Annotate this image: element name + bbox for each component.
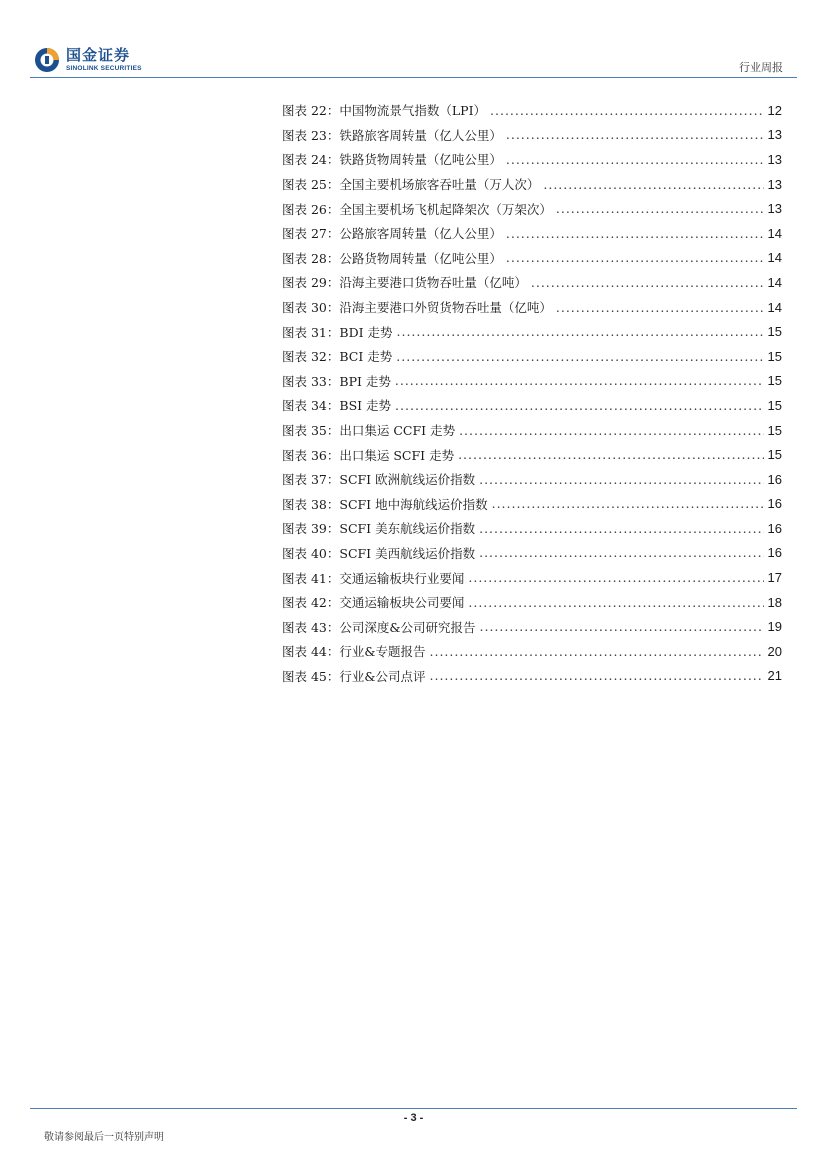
- toc-entry[interactable]: [282, 172, 782, 197]
- toc-entry-page: 15: [767, 447, 782, 463]
- page-header: [0, 0, 827, 80]
- toc-entry-label: 图表 36：出口集运 SCFI 走势: [282, 447, 455, 463]
- toc-dot-leader: [479, 472, 763, 487]
- toc-entry-label: 图表 22：中国物流景气指数（LPI）: [282, 103, 487, 119]
- logo-chinese-name: 国金证券: [66, 45, 131, 64]
- toc-entry-page: 16: [767, 520, 782, 536]
- page-number: - 3 -: [403, 1112, 424, 1124]
- toc-entry-page: 12: [767, 102, 782, 118]
- toc-dot-leader: [430, 644, 764, 659]
- toc-entry-page: 19: [767, 619, 782, 635]
- toc-entry-label: 图表 29：沿海主要港口货物吞吐量（亿吨）: [282, 275, 527, 291]
- toc-entry[interactable]: [282, 442, 782, 467]
- toc-entry-page: 18: [767, 594, 782, 610]
- toc-entry[interactable]: [282, 467, 782, 492]
- toc-dot-leader: [479, 545, 763, 560]
- toc-entry-page: 14: [767, 299, 782, 315]
- toc-entry[interactable]: [282, 98, 782, 123]
- toc-entry-label: 图表 27：公路旅客周转量（亿人公里）: [282, 226, 502, 242]
- report-type-label: 行业周报: [739, 61, 783, 74]
- toc-entry[interactable]: [282, 393, 782, 418]
- toc-dot-leader: [506, 152, 764, 167]
- toc-entry-page: 16: [767, 496, 782, 512]
- toc-dot-leader: [395, 398, 763, 413]
- toc-entry-page: 13: [767, 127, 782, 143]
- toc-entry[interactable]: [282, 344, 782, 369]
- toc-dot-leader: [543, 177, 763, 192]
- toc-entry[interactable]: [282, 123, 782, 148]
- toc-entry[interactable]: [282, 418, 782, 443]
- toc-entry-label: 图表 30：沿海主要港口外贸货物吞吐量（亿吨）: [282, 300, 552, 316]
- header-divider: [30, 77, 797, 78]
- toc-entry[interactable]: [282, 147, 782, 172]
- toc-entry[interactable]: [282, 270, 782, 295]
- toc-dot-leader: [556, 201, 764, 216]
- toc-entry[interactable]: [282, 369, 782, 394]
- toc-entry-label: 图表 40：SCFI 美西航线运价指数: [282, 545, 476, 561]
- toc-entry[interactable]: [282, 246, 782, 271]
- company-logo: [33, 45, 142, 75]
- toc-entry[interactable]: [282, 639, 782, 664]
- toc-dot-leader: [506, 250, 764, 265]
- toc-entry-label: 图表 38：SCFI 地中海航线运价指数: [282, 496, 488, 512]
- toc-dot-leader: [506, 127, 764, 142]
- toc-dot-leader: [531, 275, 764, 290]
- toc-entry-label: 图表 26：全国主要机场飞机起降架次（万架次）: [282, 201, 552, 217]
- toc-entry-label: 图表 35：出口集运 CCFI 走势: [282, 423, 456, 439]
- toc-dot-leader: [458, 447, 763, 462]
- toc-dot-leader: [468, 595, 763, 610]
- toc-entry-label: 图表 39：SCFI 美东航线运价指数: [282, 521, 476, 537]
- toc-dot-leader: [480, 619, 764, 634]
- toc-entry-label: 图表 28：公路货物周转量（亿吨公里）: [282, 250, 502, 266]
- toc-entry-label: 图表 34：BSI 走势: [282, 398, 392, 414]
- toc-entry[interactable]: [282, 492, 782, 517]
- toc-entry-page: 15: [767, 348, 782, 364]
- toc-entry-page: 13: [767, 151, 782, 167]
- toc-entry-page: 21: [767, 668, 782, 684]
- toc-entry-label: 图表 33：BPI 走势: [282, 373, 391, 389]
- footer-divider: [30, 1108, 797, 1109]
- toc-entry-label: 图表 37：SCFI 欧洲航线运价指数: [282, 472, 476, 488]
- toc-entry[interactable]: [282, 590, 782, 615]
- toc-entry-page: 14: [767, 225, 782, 241]
- toc-entry-page: 15: [767, 324, 782, 340]
- toc-entry[interactable]: [282, 664, 782, 689]
- toc-entry-label: 图表 32：BCI 走势: [282, 349, 393, 365]
- toc-entry-page: 15: [767, 422, 782, 438]
- toc-entry-page: 13: [767, 176, 782, 192]
- toc-entry-label: 图表 44：行业&专题报告: [282, 644, 426, 660]
- toc-entry[interactable]: [282, 319, 782, 344]
- toc-entry-label: 图表 24：铁路货物周转量（亿吨公里）: [282, 152, 502, 168]
- toc-entry-page: 13: [767, 201, 782, 217]
- toc-entry-page: 16: [767, 545, 782, 561]
- toc-dot-leader: [479, 521, 763, 536]
- toc-entry-label: 图表 42：交通运输板块公司要闻: [282, 595, 465, 611]
- toc-entry-label: 图表 25：全国主要机场旅客吞吐量（万人次）: [282, 177, 540, 193]
- toc-entry[interactable]: [282, 565, 782, 590]
- toc-dot-leader: [430, 668, 764, 683]
- toc-entry-page: 15: [767, 373, 782, 389]
- toc-entry-label: 图表 23：铁路旅客周转量（亿人公里）: [282, 127, 502, 143]
- toc-dot-leader: [490, 103, 764, 118]
- toc-entry[interactable]: [282, 196, 782, 221]
- toc-dot-leader: [396, 349, 763, 364]
- toc-entry-page: 20: [767, 643, 782, 659]
- logo-english-name: SINOLINK SECURITIES: [66, 64, 142, 72]
- toc-entry-label: 图表 45：行业&公司点评: [282, 668, 426, 684]
- table-of-figures: [282, 98, 782, 688]
- toc-dot-leader: [468, 570, 763, 585]
- toc-entry-page: 14: [767, 274, 782, 290]
- toc-entry[interactable]: [282, 221, 782, 246]
- toc-entry-label: 图表 41：交通运输板块行业要闻: [282, 570, 465, 586]
- toc-entry-page: 17: [767, 570, 782, 586]
- logo-text: [66, 45, 142, 73]
- toc-entry[interactable]: [282, 541, 782, 566]
- toc-dot-leader: [506, 226, 764, 241]
- company-logo-mark: [33, 46, 61, 74]
- toc-entry[interactable]: [282, 614, 782, 639]
- toc-entry[interactable]: [282, 295, 782, 320]
- toc-entry-page: 14: [767, 250, 782, 266]
- toc-dot-leader: [459, 423, 763, 438]
- toc-entry-page: 15: [767, 397, 782, 413]
- toc-entry[interactable]: [282, 516, 782, 541]
- toc-dot-leader: [492, 496, 764, 511]
- toc-entry-label: 图表 43：公司深度&公司研究报告: [282, 619, 476, 635]
- toc-dot-leader: [397, 324, 764, 339]
- toc-dot-leader: [556, 300, 764, 315]
- toc-entry-label: 图表 31：BDI 走势: [282, 324, 393, 340]
- footer-disclaimer: 敬请参阅最后一页特别声明: [44, 1132, 164, 1143]
- toc-entry-page: 16: [767, 471, 782, 487]
- toc-dot-leader: [395, 373, 764, 388]
